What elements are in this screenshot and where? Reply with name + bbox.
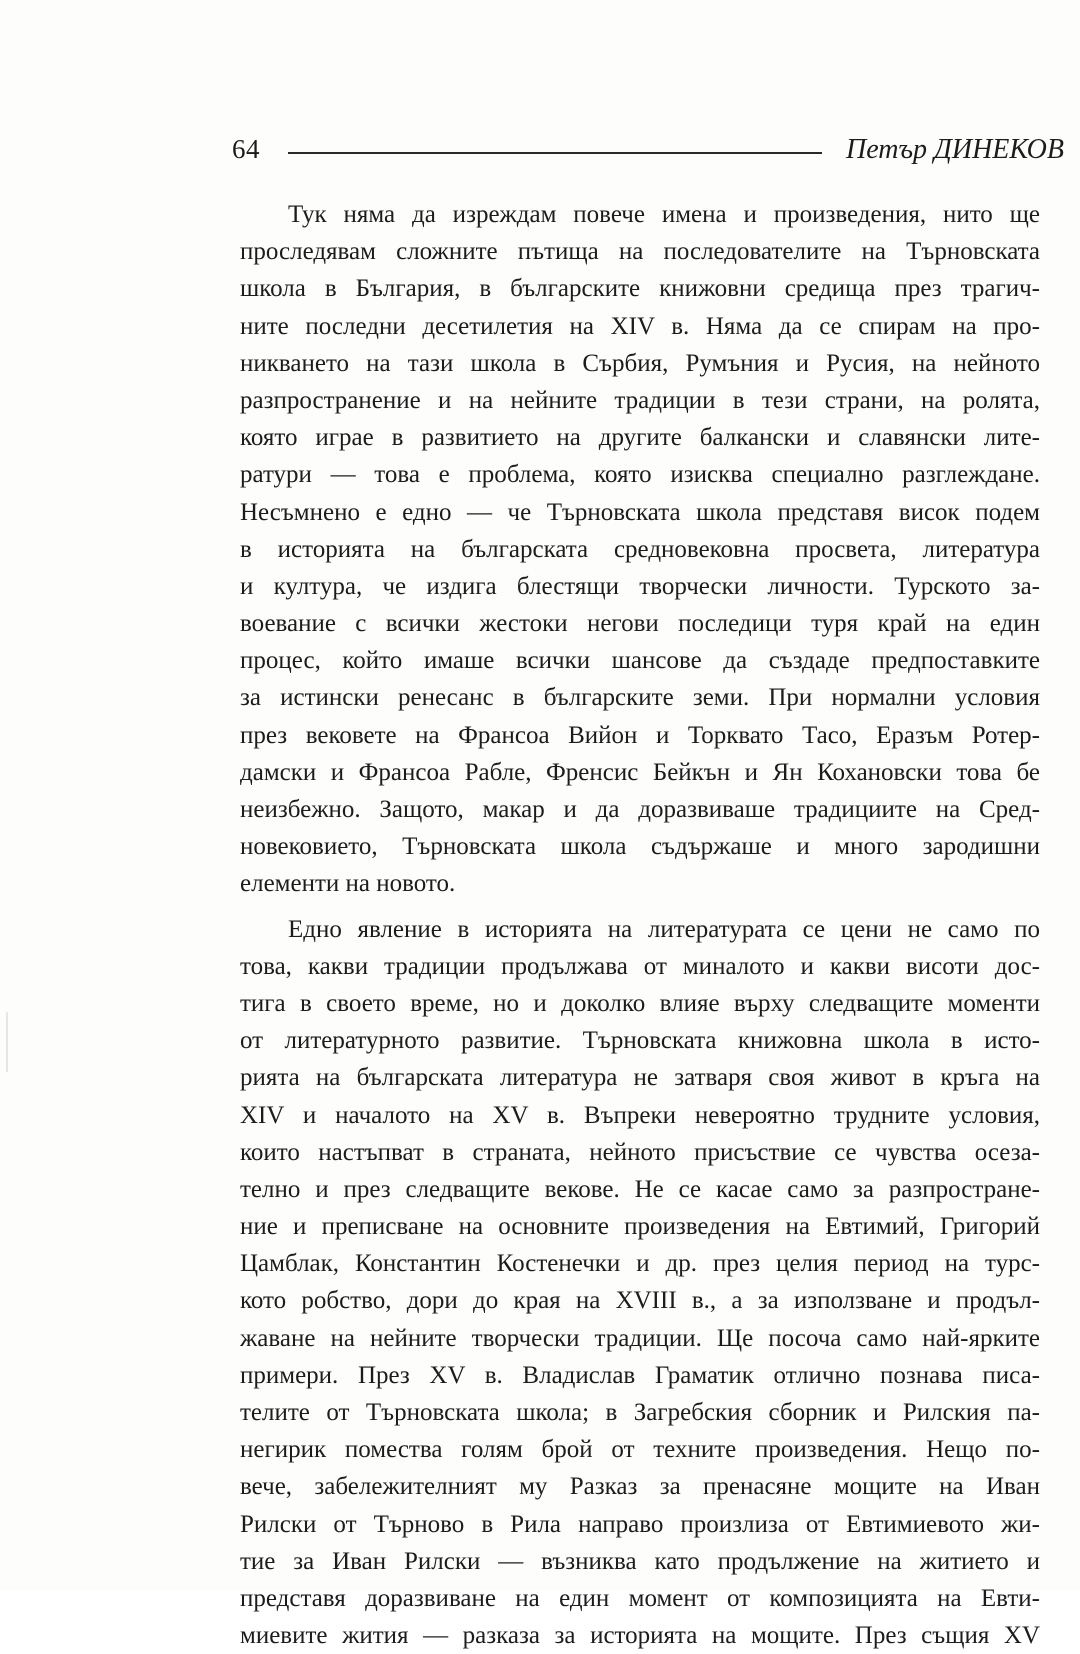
scan-artifact [6,1012,8,1072]
text-line: никването на тази школа в Сърбия, Румъния и Русия, на нейното [240,349,1040,377]
body-text [240,196,1040,1654]
text-line: Тук няма да изреждам повече имена и произведения, нито ще [288,201,1040,228]
text-line: ние и преписване на основните произведения на Евтимий, Григорий [240,1213,1040,1241]
text-line: воевание с всички жестоки негови последици туря край на един [240,610,1040,638]
text-line: Едно явление в историята на литературата се цени не само по [288,915,1040,943]
paragraph-gap [240,903,1040,911]
paragraph [240,196,1040,903]
text-line: Несъмнено е едно — че Търновската школа представя висок подем [240,498,1040,526]
text-line: представя доразвиване на един момент от композицията на Евти- [240,1584,1040,1612]
text-line: тие за Иван Рилски — възниква като продължение на житието и [240,1547,1040,1575]
text-line: дамски и Франсоа Рабле, Френсис Бейкън и Ян Кохановски това бе [240,758,1040,786]
text-line: школа в България, в българските книжовни средища през трагич- [240,275,1040,303]
text-line: XIV и началото на XV в. Въпреки невероятно трудните условия, [240,1101,1040,1129]
text-line: вече, забележителният му Разказ за пренасяне мощите на Иван [240,1473,1040,1501]
text-line: Рилски от Търново в Рила направо произлиза от Евтимиевото жи- [240,1510,1040,1538]
text-line: жаване на нейните творчески традиции. Ще посоча само най-ярките [240,1324,1040,1352]
paragraph [240,911,1040,1654]
text-line: негирик помества голям брой от техните произведения. Нещо по- [240,1436,1040,1464]
text-line: за истински ренесанс в българските земи. При нормални условия [240,684,1040,712]
text-line: процес, който имаше всички шансове да създаде предпоставките [240,647,1040,675]
header-rule [288,152,822,154]
text-line: елементи на новото. [240,870,456,898]
text-line: която играе в развитието на другите балкански и славянски лите- [240,424,1040,452]
text-line: които настъпват в страната, нейното присъствие се чувства осеза- [240,1138,1040,1166]
text-line: в историята на българската средновековна просвета, литература [240,535,1040,563]
page-number: 64 [232,134,260,164]
text-line: тига в своето време, но и доколко влияе върху следващите моменти [240,989,1040,1017]
text-line: ните последни десетилетия на XIV в. Няма да се спирам на про- [240,312,1040,340]
text-line: Цамблак, Константин Костенечки и др. през целия период на турс- [240,1250,1040,1278]
text-line: от литературното развитие. Търновската книжовна школа в исто- [240,1027,1040,1055]
text-line: неизбежно. Защото, макар и да доразвиваше традициите на Сред- [240,796,1040,823]
text-line: ратури — това е проблема, която изисква специално разглеждане. [240,461,1040,489]
text-line: и култура, че издига блестящи творчески личности. Турското за- [240,572,1040,600]
page-header [232,132,1064,176]
text-line: телите от Търновската школа; в Загребския сборник и Рилския па- [240,1399,1040,1426]
text-line: кото робство, дори до края на XVIII в., а за използване и продъл- [240,1287,1040,1315]
running-head: Петър ДИНЕКОВ [846,134,1064,165]
text-line: новековието, Търновската школа съдържаше и много зародишни [240,833,1040,861]
text-line: телно и през следващите векове. Не се касае само за разпростране- [240,1175,1040,1203]
text-line: това, какви традиции продължава от миналото и какви висоти дос- [240,952,1040,980]
text-line: примери. През XV в. Владислав Граматик отлично познава писа- [240,1361,1040,1389]
text-line: миевите жития — разказа за историята на мощите. През същия XV [240,1622,1040,1650]
text-line: рията на българската литература не затваря своя живот в кръга на [240,1064,1040,1092]
text-line: през вековете на Франсоа Вийон и Торквато Тасо, Еразъм Ротер- [240,721,1040,749]
text-line: проследявам сложните пътища на последователите на Търновската [240,238,1040,266]
text-line: разпространение и на нейните традиции в тези страни, на ролята, [240,386,1040,414]
